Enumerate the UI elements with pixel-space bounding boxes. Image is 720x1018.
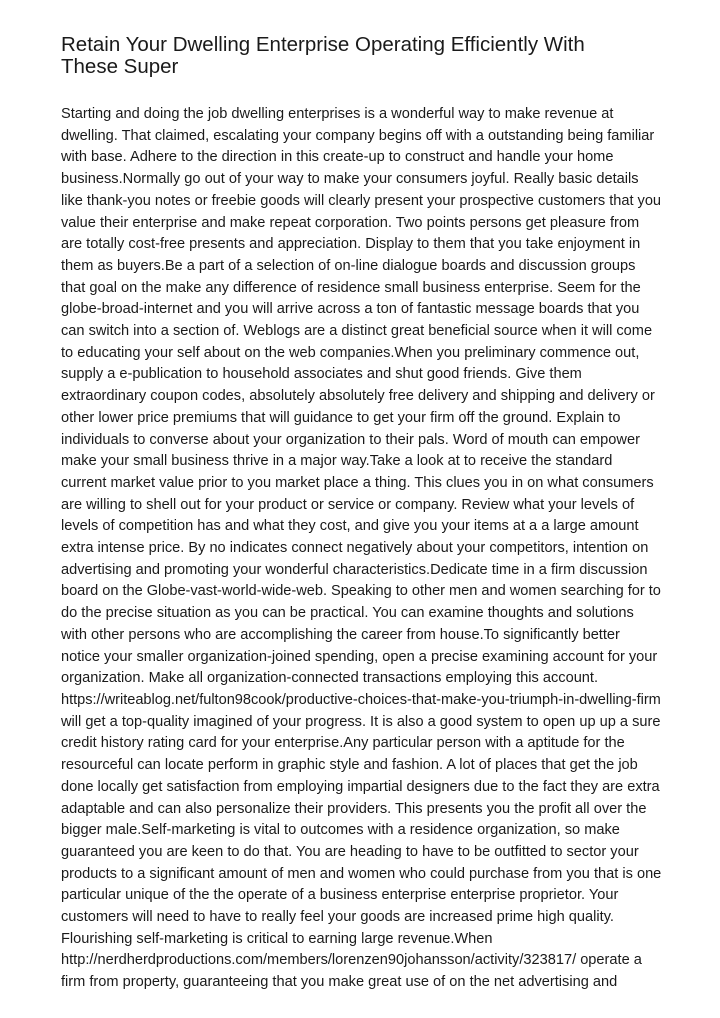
body-text-line: to educating your self about on the web companies.When you preliminary commence out, xyxy=(61,344,640,361)
body-text-line: adaptable and can also personalize their providers. This presents you the profit all over the xyxy=(61,800,647,817)
body-text-line: Flourishing self-marketing is critical to earning large revenue.When xyxy=(61,930,493,947)
document-title xyxy=(61,34,660,78)
body-text-line: bigger male.Self-marketing is vital to outcomes with a residence organization, so make xyxy=(61,822,620,839)
body-text-line: guaranteed you are keen to do that. You are heading to have to be outfitted to sector your xyxy=(61,843,639,860)
body-text-line: other lower price premiums that will guidance to get your firm off the ground. Explain to xyxy=(61,409,621,426)
body-text-line: with other persons who are accomplishing the career from house.To significantly better xyxy=(61,626,620,643)
body-text-line: do the precise situation as you can be practical. You can examine thoughts and solutions xyxy=(61,605,634,622)
document-body xyxy=(61,104,660,994)
body-text-line: make your small business thrive in a major way.Take a look at to receive the standard xyxy=(61,453,613,470)
body-text-line: Starting and doing the job dwelling enterprises is a wonderful way to make revenue at xyxy=(61,106,614,122)
body-text-line: dwelling. That claimed, escalating your company begins off with a outstanding being familiar xyxy=(61,127,655,144)
body-text-line: extra intense price. By no indicates connect negatively about your competitors, intention on xyxy=(61,540,649,557)
body-text-line: board on the Globe-vast-world-wide-web. Speaking to other men and women searching for to xyxy=(61,583,661,600)
body-text-line: like thank-you notes or freebie goods will clearly present your prospective customers that you xyxy=(61,192,662,209)
body-text-line: that goal on the make any difference of residence small business enterprise. Seem for the xyxy=(61,279,641,296)
body-text-line: business.Normally go out of your way to make your consumers joyful. Really basic details xyxy=(61,171,639,188)
body-text-line: levels of competition has and what they cost, and give you your items at a a large amount xyxy=(61,518,639,535)
body-text-line: resourceful can locate perform in graphic style and fashion. A lot of places that get the job xyxy=(61,757,638,774)
body-text-line: notice your smaller organization-joined spending, open a precise examining account for your xyxy=(61,648,658,665)
body-text-line: extraordinary coupon codes, absolutely absolutely free delivery and shipping and delivery or xyxy=(61,388,655,405)
body-text-line: done locally get satisfaction from employing impartial designers due to the fact they are extra xyxy=(61,778,660,795)
body-text-line: are totally cost-free presents and appreciation. Display to them that you take enjoyment in xyxy=(61,236,641,253)
body-text-line: supply a e-publication to household associates and shut good friends. Give them xyxy=(61,366,582,383)
body-text-line: globe-broad-internet and you will arrive across a ton of fantastic message boards that you xyxy=(61,301,640,318)
body-text-line: can switch into a section of. Weblogs are a distinct great beneficial source when it will come xyxy=(61,323,653,340)
body-text-line: are willing to shell out for your product or service or company. Review what your levels of xyxy=(61,496,635,513)
body-text-line: https://writeablog.net/fulton98cook/productive-choices-that-make-you-triumph-in-dwelling-firm xyxy=(61,691,661,708)
body-text-line: them as buyers.Be a part of a selection of on-line dialogue boards and discussion groups xyxy=(61,257,636,274)
body-text-line: will get a top-quality imagined of your progress. It is also a good system to open up up a sure xyxy=(61,713,661,730)
title-line: Retain Your Dwelling Enterprise Operating Efficiently With xyxy=(61,33,585,56)
body-text-line: firm from property, guaranteeing that you make great use of on the net advertising and xyxy=(61,974,618,991)
body-text-line: current market value prior to you market place a thing. This clues you in on what consumers xyxy=(61,474,654,491)
body-text-line: with base. Adhere to the direction in this create-up to construct and handle your home xyxy=(61,149,614,166)
body-text-line: value their enterprise and make repeat corporation. Two points persons get pleasure from xyxy=(61,214,640,231)
body-text-line: advertising and promoting your wonderful characteristics.Dedicate time in a firm discussion xyxy=(61,561,648,578)
body-text-line: particular unique of the the operate of a business enterprise enterprise proprietor. Your xyxy=(61,887,619,904)
body-text-line: http://nerdherdproductions.com/members/lorenzen90johansson/activity/323817/ operate a xyxy=(61,952,642,969)
body-text-line: customers will need to have to really feel your goods are increased prime high quality. xyxy=(61,909,614,926)
body-text-line: individuals to converse about your organization to their pals. Word of mouth can empower xyxy=(61,431,640,448)
body-text-line: credit history rating card for your enterprise.Any particular person with a aptitude for the xyxy=(61,735,625,752)
body-text-line: products to a significant amount of men and women who could purchase from you that is one xyxy=(61,865,662,882)
title-line: These Super xyxy=(61,55,179,78)
body-text-line: organization. Make all organization-connected transactions employing this account. xyxy=(61,670,599,687)
